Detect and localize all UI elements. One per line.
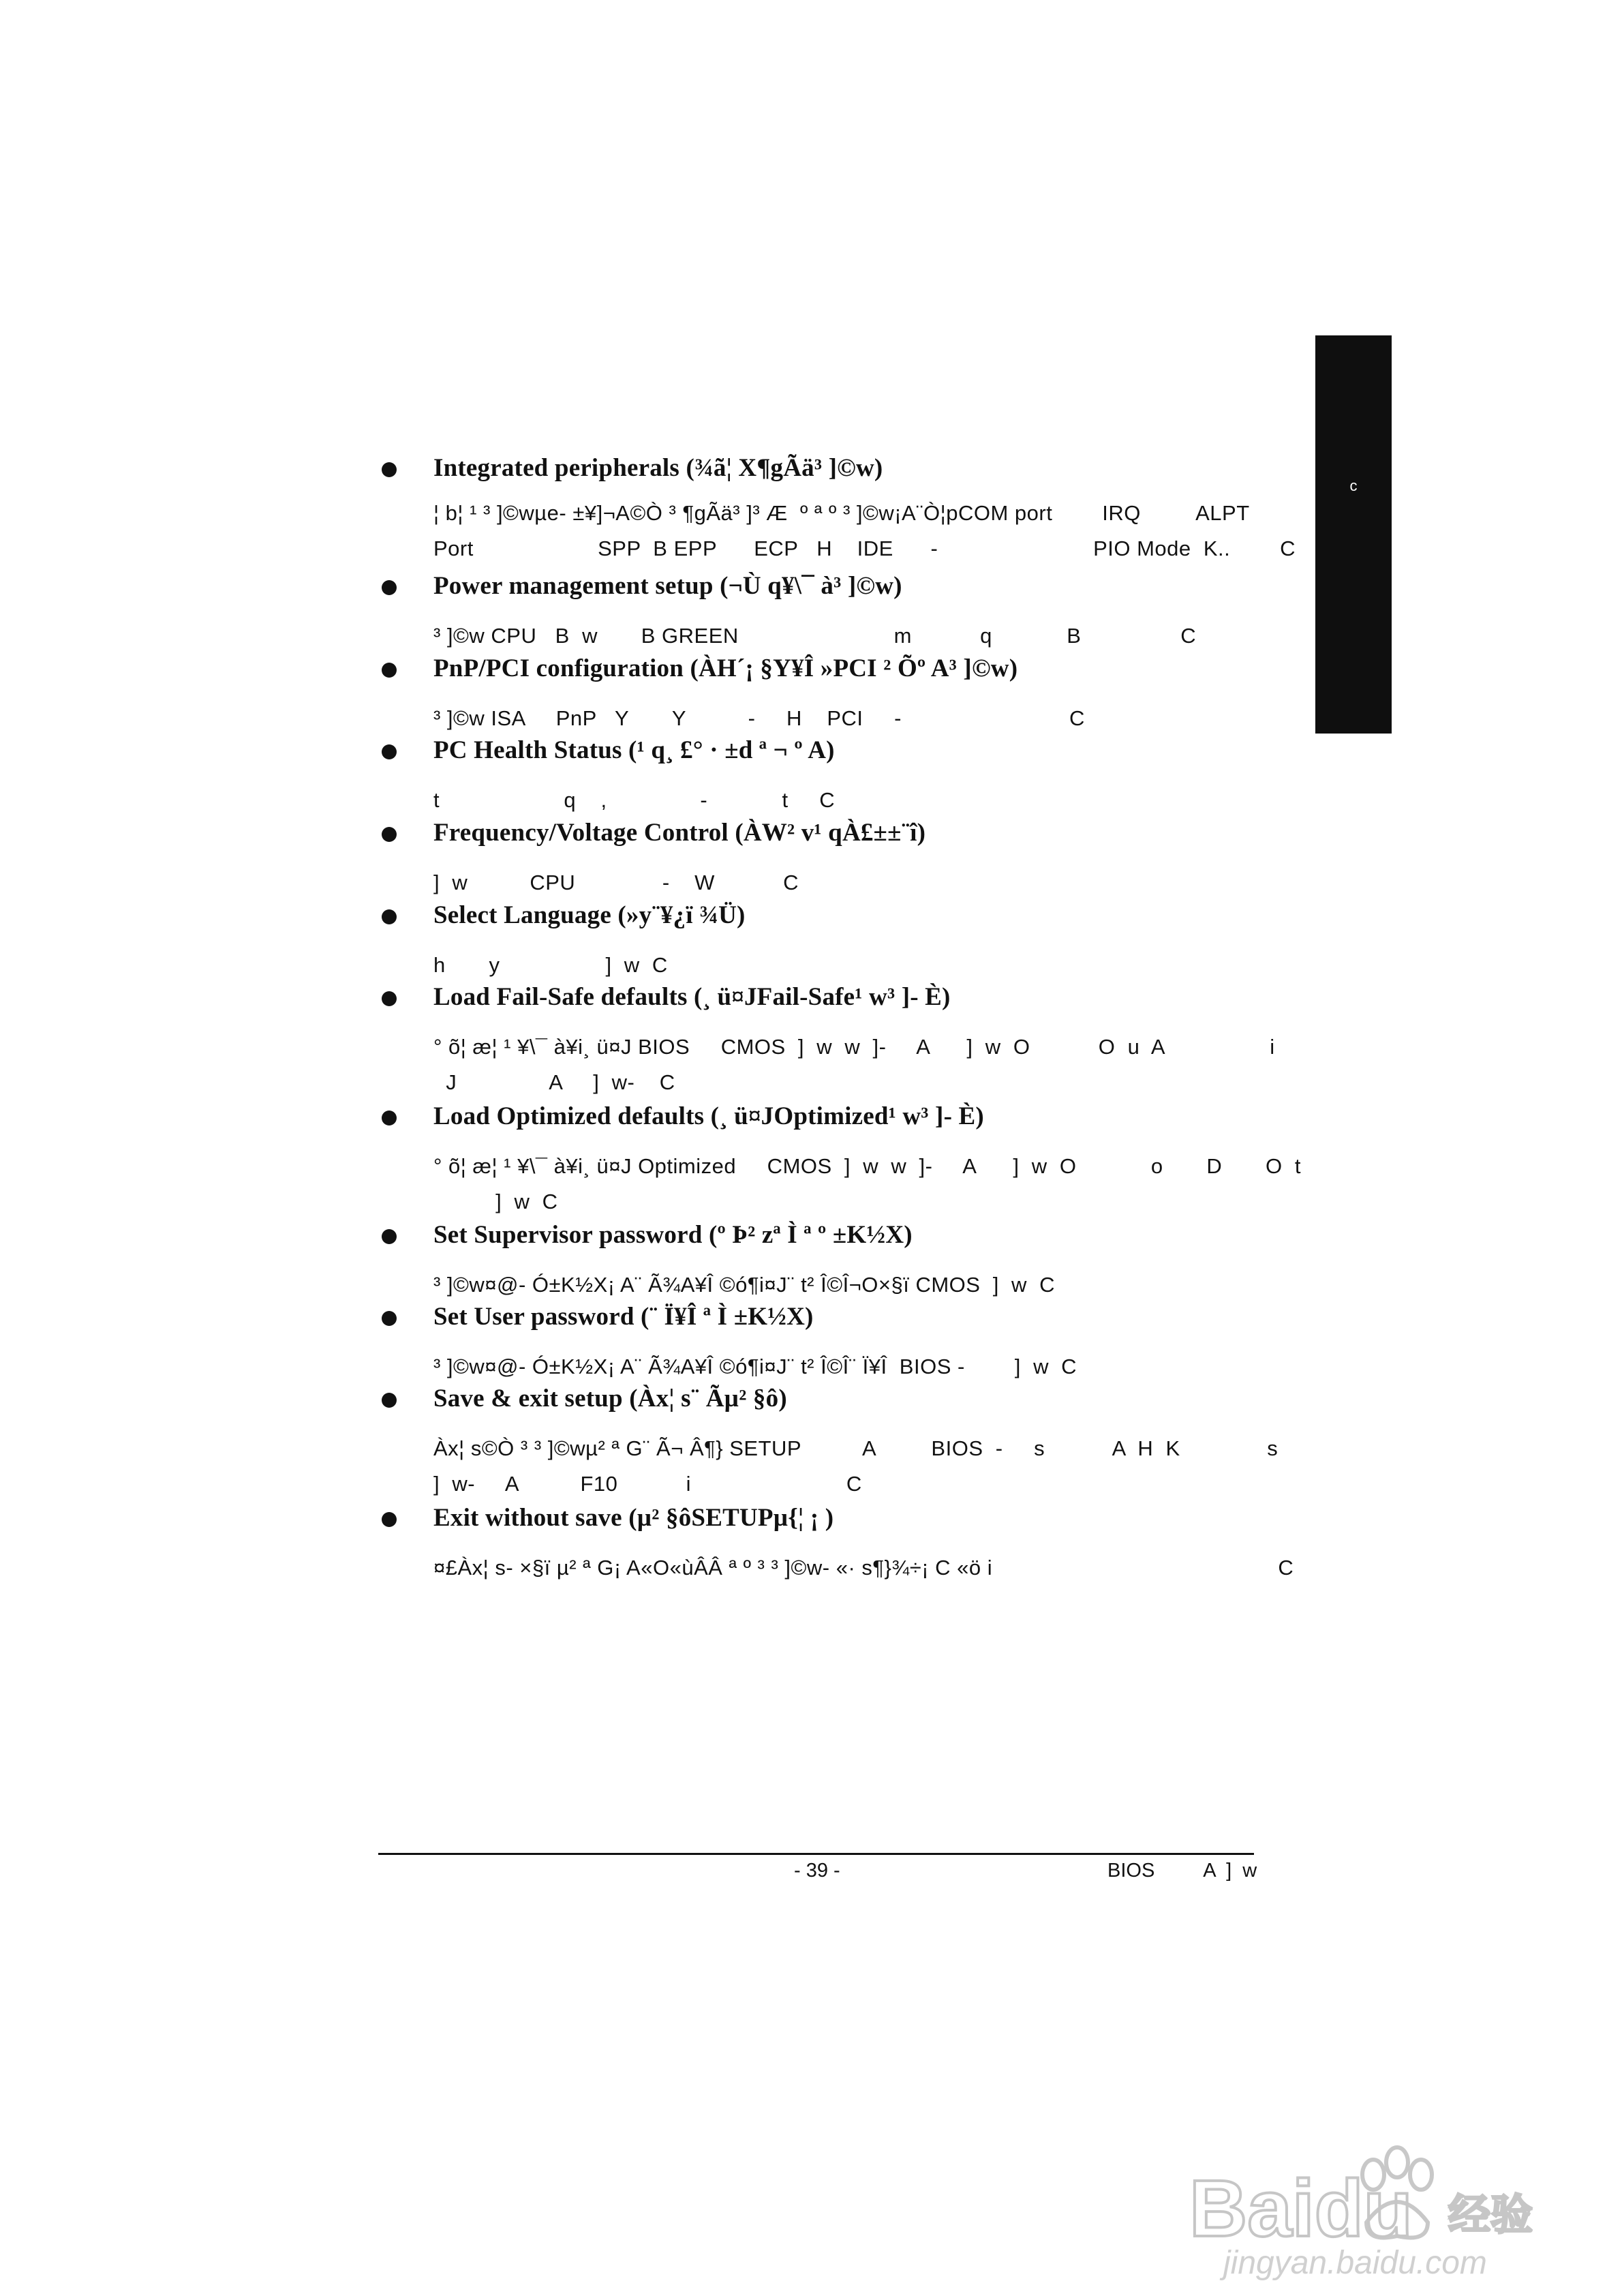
bullet-icon (382, 1311, 397, 1326)
chapter-side-tab (1315, 335, 1392, 734)
bullet-icon (382, 1229, 397, 1244)
item-description: ¤£Àx¦ s- ×§ï µ² ª G¡ A«O«ùÂÂ ª º ³ ³ ]©w- «· s¶}¾÷¡ C «ö i C (433, 1556, 1294, 1580)
item-title: Select Language (»y¨¥¿ï ¾Ü) (433, 901, 746, 929)
item-description: ] w C (433, 1190, 558, 1213)
item-title: Set User password (¨ Ï¥Î ª Ì ±K½X) (433, 1303, 814, 1331)
item-description: ] w CPU - W C (433, 871, 799, 894)
item-description: h y ] w C (433, 953, 668, 977)
item-description: ³ ]©w CPU B w B GREEN m q B C (433, 624, 1197, 648)
bullet-icon (382, 1512, 397, 1527)
item-title: Integrated peripherals (¾ã¦ X¶gÃä³ ]©w) (433, 454, 883, 482)
item-title: PnP/PCI configuration (ÀH´¡ §Y¥Î »PCI ² Õº A³ ]©w) (433, 654, 1018, 682)
bullet-icon (382, 1111, 397, 1126)
item-description: ³ ]©w¤@- Ó±K½X¡ A¨ Ã¾A¥Î ©ó¶i¤J¨ t² Î©Î¬O×§ï CMOS ] w C (433, 1273, 1056, 1297)
item-title: Exit without save (µ² §ôSETUPµ{¦ ¡ ) (433, 1504, 834, 1532)
item-description: t q , - t C (433, 788, 836, 812)
paw-toe-icon (1410, 2160, 1432, 2190)
bullet-icon (382, 909, 397, 924)
item-title: Load Optimized defaults (¸ ü¤JOptimized¹ w³ ]- È) (433, 1102, 984, 1130)
item-description: Àx¦ s©Ò ³ ³ ]©wµ² ª G¨ Ã¬ Â¶} SETUP A BIOS - s A H K s (433, 1436, 1279, 1460)
item-description: ] w- A F10 i C (433, 1472, 862, 1496)
item-title: Set Supervisor password (º Þ² zª Ì ª º ±K½X) (433, 1221, 913, 1249)
watermark-suffix: 经验 (1448, 2190, 1533, 2239)
item-description: Port SPP B EPP ECP H IDE - PIO Mode K.. C (433, 537, 1296, 560)
bullet-icon (382, 462, 397, 477)
item-description: ³ ]©w¤@- Ó±K½X¡ A¨ Ã¾A¥Î ©ó¶i¤J¨ t² Î©Î¨ Ï¥Î BIOS - ] w C (433, 1355, 1077, 1378)
chapter-side-tab-label: c (1349, 477, 1358, 494)
watermark-url: jingyan.baidu.com (1223, 2245, 1487, 2280)
item-description: ¦ b¦ ¹ ³ ]©wµe- ±¥]¬A©Ò ³ ¶gÃä³ ]³ Æ º ª º ³ ]©w¡A¨Ò¦pCOM port IRQ ALPT (433, 501, 1250, 525)
item-title: Frequency/Voltage Control (ÀW² v¹ qÀ£±±¨î) (433, 819, 926, 847)
watermark-brand: Baidu (1189, 2164, 1413, 2254)
bullet-icon (382, 663, 397, 678)
footer-chapter-label: BIOS A ] w (1107, 1860, 1257, 1882)
bullet-icon (382, 580, 397, 595)
page-number: - 39 - (794, 1860, 840, 1882)
item-description: ° õ¦ æ¦ ¹ ¥\¯ à¥i¸ ü¤J BIOS CMOS ] w w ]- A ] w O O u A i (433, 1035, 1275, 1059)
item-title: Load Fail-Safe defaults (¸ ü¤JFail-Safe¹ w³ ]- È) (433, 983, 951, 1011)
bullet-icon (382, 991, 397, 1006)
item-title: Save & exit setup (Àx¦ s¨ Ãµ² §ô) (433, 1385, 787, 1413)
item-title: Power management setup (¬Ù q¥\¯ à³ ]©w) (433, 572, 902, 600)
bullet-icon (382, 1393, 397, 1408)
bullet-icon (382, 827, 397, 842)
item-title: PC Health Status (¹ q¸ £° · ±d ª ¬ º A) (433, 736, 835, 764)
baidu-jingyan-watermark (1162, 2134, 1544, 2280)
footer-divider (378, 1853, 1254, 1855)
bullet-icon (382, 744, 397, 759)
item-description: ³ ]©w ISA PnP Y Y - H PCI - C (433, 706, 1085, 730)
item-description: J A ] w- C (433, 1070, 675, 1094)
item-description: ° õ¦ æ¦ ¹ ¥\¯ à¥i¸ ü¤J Optimized CMOS ] w w ]- A ] w O o D O t (433, 1154, 1301, 1178)
